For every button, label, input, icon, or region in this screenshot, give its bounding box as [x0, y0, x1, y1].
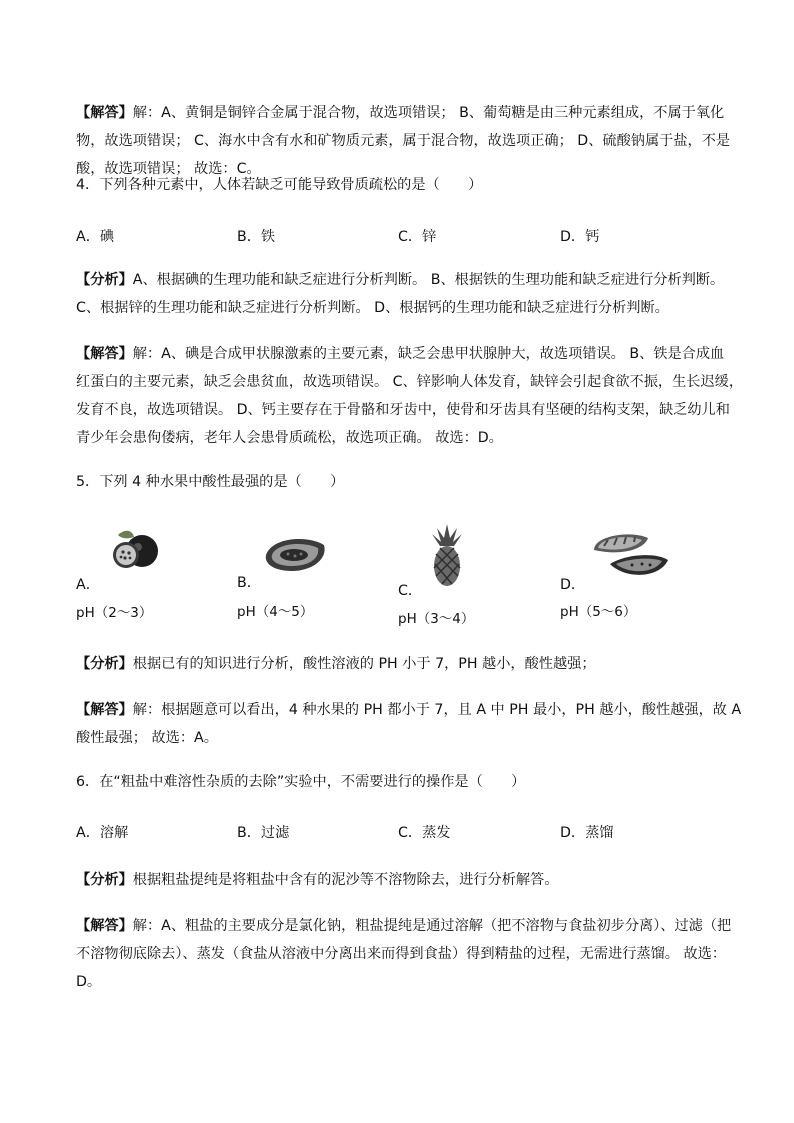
answer-tag: 【解答】: [76, 702, 133, 718]
q3-answer-line-3: 酸，故选项错误； 故选：C。: [76, 161, 261, 177]
q5-option-d-ph: pH（5～6）: [560, 604, 637, 620]
q4-analysis: 【分析】A、根据碘的生理功能和缺乏症进行分析判断。 B、根据铁的生理功能和缺乏症进行分析判断。 C、根据锌的生理功能和缺乏症进行分析判断。 D、根据钙的生理功能和缺乏症进行分析判断。: [76, 272, 725, 316]
q5-analysis: 【分析】根据已有的知识进行分析，酸性溶液的 PH 小于 7，PH 越小，酸性越强；: [76, 656, 596, 672]
q6-option-c: C．蒸发: [398, 825, 451, 841]
q5-question: 5．下列 4 种水果中酸性最强的是（ ）: [76, 474, 345, 490]
q4-option-b: B．铁: [237, 229, 276, 245]
answer-tag: 【解答】: [76, 346, 133, 362]
q5-option-b-ph: pH（4～5）: [237, 604, 314, 620]
q4-option-a: A．碘: [76, 229, 115, 245]
passion-fruit-icon: [104, 527, 160, 571]
analysis-tag: 【分析】: [76, 272, 133, 288]
q6-option-d: D．蒸馏: [560, 825, 614, 841]
q6-option-b: B．过滤: [237, 825, 290, 841]
q3-answer-line-1: 【解答】解：A、黄铜是铜锌合金属于混合物，故选项错误； B、葡萄糖是由三种元素组成，不属于氧化: [76, 105, 725, 121]
q5-answer: 【解答】解：根据题意可以看出，4 种水果的 PH 都小于 7，且 A 中 PH 最小，PH 越小，酸性越强，故 A 酸性最强； 故选：A。: [76, 702, 742, 746]
q6-option-a: A．溶解: [76, 825, 129, 841]
papaya-icon: [262, 533, 330, 575]
pineapple-icon: [426, 524, 468, 588]
q4-option-c: C．锌: [398, 229, 437, 245]
q6-answer: 【解答】解：A、粗盐的主要成分是氯化钠，粗盐提纯是通过溶解（把不溶物与食盐初步分离）、过滤（把 不溶物彻底除去）、蒸发（食盐从溶液中分离出来而得到食盐）得到精盐的过程，无需进行蒸馏。 故选： D。: [76, 918, 732, 990]
q5-option-a-letter: A．: [76, 577, 100, 593]
q4-option-d: D．钙: [560, 229, 600, 245]
watermelon-icon: [590, 530, 670, 582]
q5-option-b-letter: B．: [237, 575, 261, 591]
q5-option-c-letter: C．: [398, 583, 423, 599]
analysis-tag: 【分析】: [76, 656, 133, 672]
q5-option-c-ph: pH（3～4）: [398, 611, 475, 627]
q5-option-d-letter: D．: [560, 577, 586, 593]
q4-answer: 【解答】解：A、碘是合成甲状腺激素的主要元素，缺乏会患甲状腺肿大，故选项错误。 B、铁是合成血 红蛋白的主要元素，缺乏会患贫血，故选项错误。 C、锌影响人体发育，缺锌会引起食欲不振，生长迟缓， 发育不良，故选项错误。 D、钙主要存在于骨骼和牙齿中，使骨和牙齿具有坚硬的结构支架，缺乏幼儿和 青少年会患佝偻病，老年人会患骨质疏松，故选项正确。 故选：D。: [76, 346, 744, 446]
answer-tag: 【解答】: [76, 105, 133, 121]
q6-analysis: 【分析】根据粗盐提纯是将粗盐中含有的泥沙等不溶物除去，进行分析解答。: [76, 872, 559, 888]
answer-tag: 【解答】: [76, 918, 133, 934]
q5-option-a-ph: pH（2～3）: [76, 605, 153, 621]
q4-question: 4．下列各种元素中，人体若缺乏可能导致骨质疏松的是（ ）: [76, 177, 483, 193]
q6-question: 6．在“粗盐中难溶性杂质的去除”实验中，不需要进行的操作是（ ）: [76, 774, 526, 790]
analysis-tag: 【分析】: [76, 872, 133, 888]
q3-answer-line-2: 物，故选项错误； C、海水中含有水和矿物质元素，属于混合物，故选项正确； D、硫酸钠属于盐，不是: [76, 133, 731, 149]
